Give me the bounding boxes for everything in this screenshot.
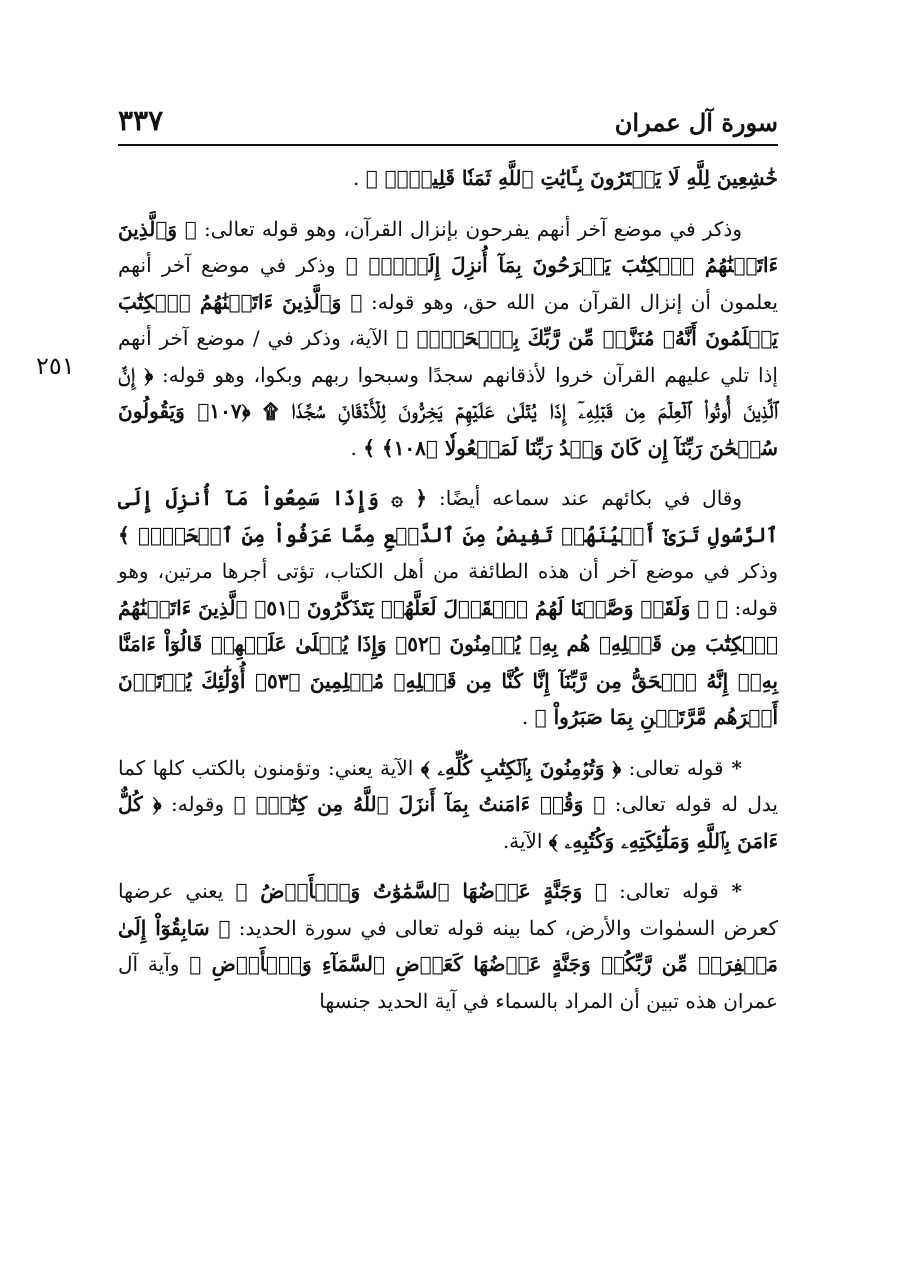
commentary-text: . bbox=[350, 435, 364, 460]
paragraph bbox=[118, 750, 778, 860]
commentary-text: الآية. bbox=[502, 828, 549, 853]
paragraph bbox=[118, 160, 778, 197]
commentary-text: قوله تعالى: bbox=[606, 879, 719, 903]
paragraph bbox=[118, 480, 778, 736]
quran-quote: ﴿ وَتُؤۡمِنُونَ بِٱلۡكِتَٰبِ كُلِّهِۦ ﴾ bbox=[420, 755, 622, 780]
commentary-text: وذكر في موضع آخر أنهم يعلمون أن إنزال القرآن من الله حق، وهو قوله: bbox=[118, 253, 778, 314]
commentary-text: الآية، وذكر في / موضع آخر أنهم إذا تلي عليهم القرآن خروا لأذقانهم سجدًا وسبحوا ربهم وبكوا، وهو قوله: bbox=[118, 326, 778, 387]
paragraph bbox=[118, 873, 778, 1019]
body-text bbox=[118, 160, 778, 1033]
commentary-text: الآية يعني: وتؤمنون بالكتب كلها كما يدل له قوله تعالى: bbox=[118, 755, 778, 816]
commentary-text: وذكر في موضع آخر أن هذه الطائفة من أهل الكتاب، تؤتى أجرها مرتين، وهو قوله: bbox=[118, 559, 778, 620]
paragraph bbox=[118, 211, 778, 467]
commentary-text: قوله تعالى: bbox=[621, 755, 724, 780]
quran-quote: ﴿ ۞ وَإِذَا سَمِعُواْ مَآ أُنزِلَ إِلَى ٱلرَّسُولِ تَرَىٰٓ أَعۡيُنَهُمۡ تَفِيضُ مِنَ ٱلدَّمۡعِ مِمَّا عَرَفُواْ مِنَ ٱلۡحَقِّۖ ﴾ bbox=[118, 486, 778, 547]
commentary-text: وآية آل عمران هذه تبين أن المراد بالسماء في آية الحديد جنسها bbox=[118, 952, 778, 1013]
quran-quote: ﴿ سَابِقُوٓاْ إِلَىٰ مَغۡفِرَةٖ مِّن رَّبِّكُمۡ وَجَنَّةٍ عَرۡضُهَا كَعَرۡضِ ٱلسَّمَآءِ وَٱلۡأَرۡضِ ﴾ bbox=[118, 915, 779, 976]
page-number: ٣٣٧ bbox=[118, 104, 164, 137]
section-star: * bbox=[718, 879, 743, 903]
quran-quote: ﴿ ۞ وَلَقَدۡ وَصَّلۡنَا لَهُمُ ٱلۡقَوۡلَ لَعَلَّهُمۡ يَتَذَكَّرُونَ ﴿٥١﴾ ٱلَّذِينَ ءَاتَيۡنَٰهُمُ ٱلۡكِتَٰبَ مِن قَبۡلِهِۦ هُم بِهِۦ يُؤۡمِنُونَ ﴿٥٢﴾ وَإِذَا يُتۡلَىٰ عَلَيۡهِمۡ قَالُوٓاْ ءَامَنَّا بِهِۦٓ إِنَّهُ ٱلۡحَقُّ مِن رَّبِّنَآ إِنَّا كُنَّا مِن قَبۡلِهِۦ مُسۡلِمِينَ ﴿٥٣﴾ أُوْلَٰٓئِكَ يُؤۡتَوۡنَ أَجۡرَهُم مَّرَّتَيۡنِ بِمَا صَبَرُواْ ﴾ bbox=[118, 595, 779, 729]
commentary-text: يعني عرضها كعرض السمٰوات والأرض، كما بينه قوله تعالى في سورة الحديد: bbox=[118, 879, 779, 940]
quran-quote: ﴿ كُلٌّ ءَامَنَ بِٱللَّهِ وَمَلَٰٓئِكَتِهِۦ وَكُتُبِهِۦ ﴾ bbox=[118, 792, 778, 853]
quran-quote: ﴿ إِنَّ ٱلَّذِينَ أُوتُواْ ٱلۡعِلۡمَ مِن قَبۡلِهِۦٓ إِذَا يُتۡلَىٰ عَلَيۡهِمۡ يَخِرُّونَ لِلۡأَذۡقَانِۤ سُجَّدٗا ۩ ﴿١٠٧﴾ وَيَقُولُونَ سُبۡحَٰنَ رَبِّنَآ إِن كَانَ وَعۡدُ رَبِّنَا لَمَفۡعُولٗا ﴿١٠٨﴾ ﴾ bbox=[118, 362, 778, 460]
commentary-text: . bbox=[352, 166, 366, 190]
page-header bbox=[118, 104, 778, 146]
commentary-text: وقوله: bbox=[161, 792, 234, 816]
margin-page-reference: ٢٥١ bbox=[36, 352, 75, 380]
section-star: * bbox=[723, 755, 743, 780]
quran-quote: ﴿ وَٱلَّذِينَ ءَاتَيۡنَٰهُمُ ٱلۡكِتَٰبَ يَعۡلَمُونَ أَنَّهُۥ مُنَزَّلٞ مِّن رَّبِّكَ بِٱلۡحَقِّۖ ﴾ bbox=[118, 289, 778, 350]
commentary-text: . bbox=[521, 705, 535, 729]
commentary-text: وذكر في موضع آخر أنهم يفرحون بإنزال القرآن، وهو قوله تعالى: bbox=[196, 216, 742, 241]
running-title: سورة آل عمران bbox=[614, 108, 778, 137]
commentary-text: وقال في بكائهم عند سماعه أيضًا: bbox=[427, 486, 743, 510]
quran-quote: ﴿ وَقُلۡ ءَامَنتُ بِمَآ أَنزَلَ ٱللَّهُ مِن كِتَٰبٖۖ ﴾ bbox=[233, 792, 606, 816]
quran-quote: ﴿ وَٱلَّذِينَ ءَاتَيۡنَٰهُمُ ٱلۡكِتَٰبَ يَفۡرَحُونَ بِمَآ أُنزِلَ إِلَيۡكَۖ ﴾ bbox=[118, 216, 778, 277]
quran-quote: خَٰشِعِينَ لِلَّهِ لَا يَشۡتَرُونَ بِـَٔايَٰتِ ٱللَّهِ ثَمَنٗا قَلِيلًاۚ ﴾ bbox=[365, 166, 778, 190]
quran-quote: ﴿ وَجَنَّةٍ عَرۡضُهَا ٱلسَّمَٰوَٰتُ وَٱلۡأَرۡضُ ﴾ bbox=[235, 879, 607, 903]
